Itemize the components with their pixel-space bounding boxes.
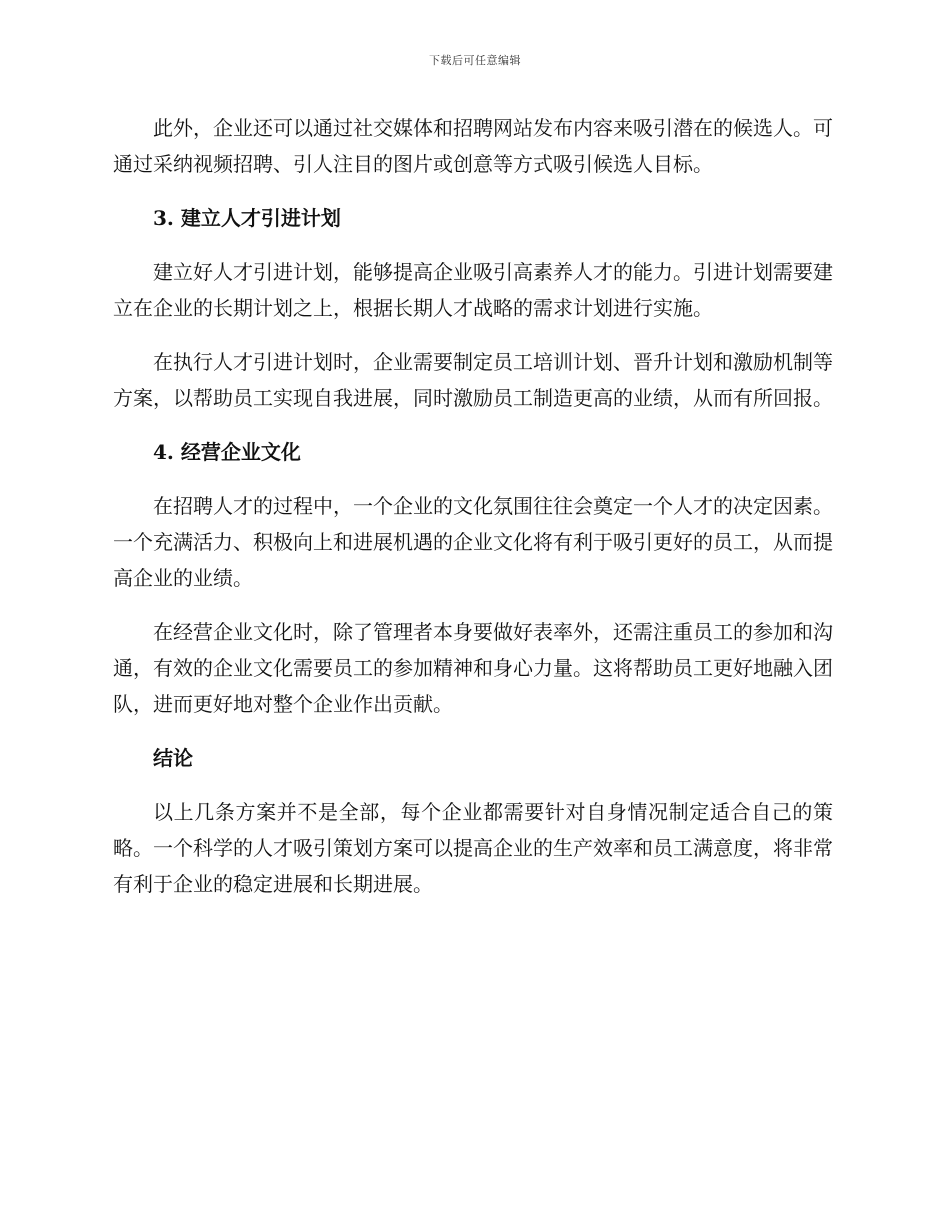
paragraph-culture: 在招聘人才的过程中，一个企业的文化氛围往往会奠定一个人才的决定因素。一个充满活力、积极向上和进展机遇的企业文化将有利于吸引更好的员工，从而提高企业的业绩。 — [113, 494, 833, 590]
paragraph-talent-plan-execution: 在执行人才引进计划时，企业需要制定员工培训计划、晋升计划和激励机制等方案，以帮助员工实现自我进展，同时激励员工制造更高的业绩，从而有所回报。 — [113, 350, 833, 410]
paragraph-conclusion: 以上几条方案并不是全部，每个企业都需要针对自身情况制定适合自己的策略。一个科学的人才吸引策划方案可以提高企业的生产效率和员工满意度，将非常有利于企业的稳定进展和长期进展。 — [113, 800, 833, 896]
paragraph-culture-management: 在经营企业文化时，除了管理者本身要做好表率外，还需注重员工的参加和沟通，有效的企业文化需要员工的参加精神和身心力量。这将帮助员工更好地融入团队，进而更好地对整个企业作出贡献。 — [113, 620, 833, 716]
paragraph-social-media: 此外，企业还可以通过社交媒体和招聘网站发布内容来吸引潜在的候选人。可通过采纳视频招聘、引人注目的图片或创意等方式吸引候选人目标。 — [113, 116, 833, 176]
page-header: 下载后可任意编辑 — [429, 54, 521, 67]
document-body — [113, 110, 833, 920]
section-heading-culture: 4. 经营企业文化 — [153, 440, 301, 464]
paragraph-talent-plan: 建立好人才引进计划，能够提高企业吸引高素养人才的能力。引进计划需要建立在企业的长期计划之上，根据长期人才战略的需求计划进行实施。 — [113, 260, 833, 320]
section-heading-talent-plan: 3. 建立人才引进计划 — [153, 206, 341, 230]
section-heading-conclusion: 结论 — [153, 746, 193, 770]
